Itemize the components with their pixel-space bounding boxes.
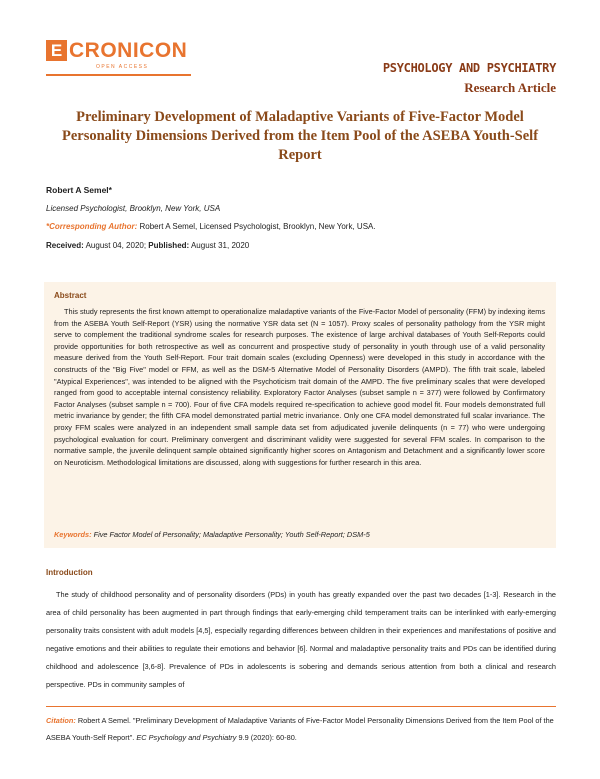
article-type: Research Article: [464, 80, 556, 95]
published-label: Published:: [148, 241, 190, 250]
journal-name: PSYCHOLOGY AND PSYCHIATRY: [382, 61, 556, 75]
abstract-body: This study represents the first known attempt to operationalize maladaptive variants of the Five-Factor Model of personality (FFM) by indexing items from the ASEBA Youth Self-Report (YSR) using the normative YSR data set (N = 1057). Proxy scales of personality pathology from the YSR might serve to complement the traditional syndrome scales for research purposes. The existence of large archival databases of Youth Self-Reports could provide opportunities for both retrospective as well as concurrent and prospective study of personality in youth through use of a valid personality measure derived from the Youth Self-Report. Four trait domain scales (excluding Openness) were developed in this study in accordance with the constructs of the "Big Five" model or FFM, as well as the DSM-5 Alternative Model of Personality Disorders (AMPD). The fifth trait scale, labeled "Atypical Experiences", was intended to be aligned with the Psychoticism trait domain of the AMPD. The five preliminary scales that were developed ranged from good to acceptable internal consistency reliability. Exploratory Factor Analyses (subset sample n = 377) were followed by Confirmatory Factor Analyses (subset sample n = 700). Four of five CFA models required re-specification to achieve good model fit. Four models demonstrated full metric invariance by gender; the fifth CFA model demonstrated partial metric invariance. Only one CFA model demonstrated full scalar invariance. The proxy FFM scales were analyzed in an independent small sample data set from adjudicated juvenile delinquents (n = 77) who were undergoing psychological evaluation for court. Preliminary convergent and discriminant validity were suggested for several FFM scales. In comparison to the normative sample, the juvenile delinquent sample obtained significantly higher scores on Antagonism and Detachment and a significantly lower score on Neuroticism. Methodological limitations are discussed, along with suggestions for further research in this area.: [54, 307, 545, 467]
citation-text: Robert A Semel. "Preliminary Development of Maladaptive Variants of Five-Factor Model Personality Dimensions Derived from the Item Pool of the ASEBA Youth-Self Report".: [46, 716, 554, 742]
logo-letter: E: [46, 40, 67, 61]
citation: [46, 712, 556, 746]
corresponding-text: Robert A Semel, Licensed Psychologist, Brooklyn, New York, USA.: [137, 222, 376, 231]
received-label: Received:: [46, 241, 84, 250]
keywords-label: Keywords:: [54, 530, 92, 539]
abstract-box: [44, 282, 556, 548]
corresponding-author: [46, 222, 556, 231]
introduction-heading: Introduction: [46, 568, 93, 577]
citation-tail: 9.9 (2020): 60-80.: [236, 733, 297, 742]
author-name: Robert A Semel*: [46, 185, 112, 195]
cronicon-logo: [46, 40, 187, 61]
logo-text: CRONICON: [69, 39, 188, 62]
logo-subtitle: OPEN ACCESS: [96, 64, 149, 70]
author-affiliation: Licensed Psychologist, Brooklyn, New York, USA: [46, 204, 221, 213]
introduction-body: The study of childhood personality and of personality disorders (PDs) in youth has greatly expanded over the past two decades [1-3]. Research in the area of child personality has been augmented in part through findings that early-emerging child temperament traits can be interlinked with early-emerging personality traits consistent with adult models [4,5], especially regarding differences between children in their experiences and manifestations of positive and negative emotions and their abilities to regulate their emotions and behavior [6]. Normal and maladaptive personality traits and PDs can be identified during childhood and adolescence [3,6-8]. Prevalence of PDs in adolescents is sobering and demands serious attention from both a clinical and research perspective. PDs in community samples of: [46, 590, 556, 689]
citation-label: Citation:: [46, 716, 76, 725]
received-date: August 04, 2020;: [83, 241, 149, 250]
keywords: [54, 530, 370, 539]
logo-divider: [46, 74, 191, 76]
paper-title: Preliminary Development of Maladaptive Variants of Five-Factor Model Personality Dimensions Derived from the Item Pool of the ASEBA Youth-Self Report: [61, 109, 539, 163]
citation-divider: [46, 706, 556, 707]
citation-journal: EC Psychology and Psychiatry: [136, 733, 237, 742]
keywords-text: Five Factor Model of Personality; Maladaptive Personality; Youth Self-Report; DSM-5: [91, 530, 370, 539]
abstract-heading: Abstract: [54, 291, 87, 300]
published-date: August 31, 2020: [189, 241, 250, 250]
publication-dates: [46, 241, 556, 250]
corresponding-label: *Corresponding Author:: [46, 222, 138, 231]
